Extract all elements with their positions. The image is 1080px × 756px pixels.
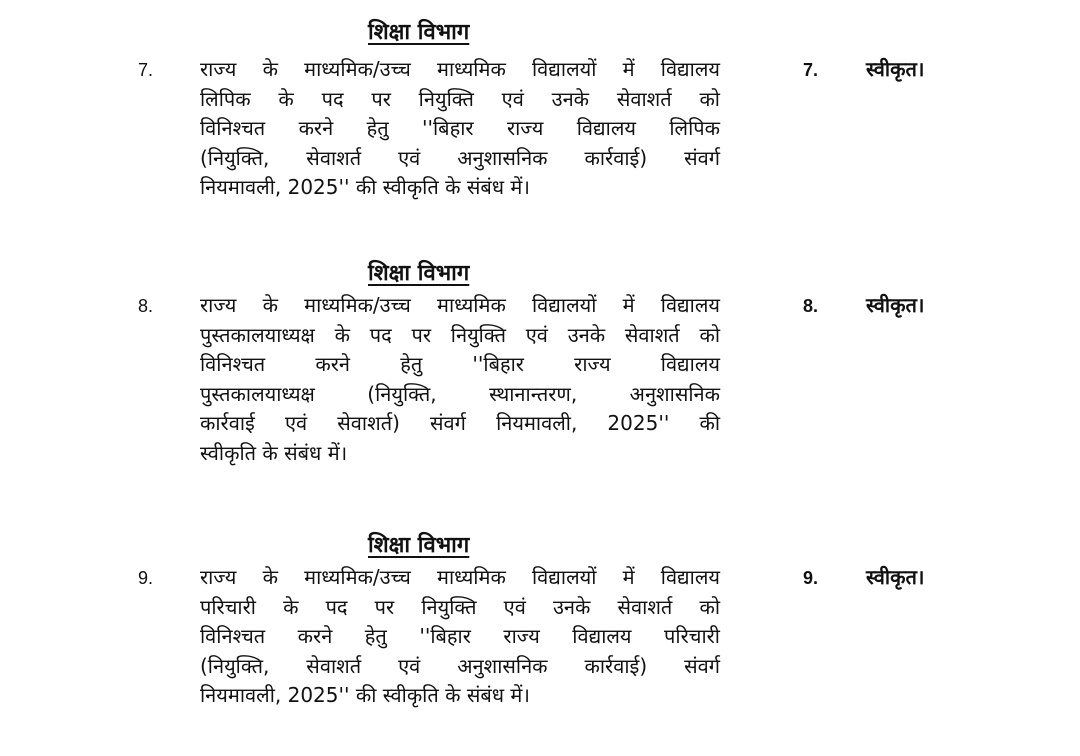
description-line: विनिश्चत करने हेतु ''बिहार राज्य विद्यालय [200, 352, 720, 376]
description-line: राज्य के माध्यमिक/उच्च माध्यमिक विद्यालयों में विद्यालय [200, 57, 720, 81]
department-heading: शिक्षा विभाग [368, 533, 470, 558]
description-line: राज्य के माध्यमिक/उच्च माध्यमिक विद्यालयों में विद्यालय [200, 565, 720, 589]
description-line: राज्य के माध्यमिक/उच्च माध्यमिक विद्यालयों में विद्यालय [200, 293, 720, 317]
description-line: कार्रवाई एवं सेवाशर्त) संवर्ग नियमावली, 2025'' की [200, 411, 720, 435]
item-description [200, 55, 720, 203]
description-line: नियमावली, 2025'' की स्वीकृति के संबंध में। [200, 175, 530, 199]
description-line: नियमावली, 2025'' की स्वीकृति के संबंध में। [200, 683, 530, 707]
description-line: (नियुक्ति, सेवाशर्त एवं अनुशासनिक कार्रवाई) संवर्ग [200, 145, 720, 170]
item-description [200, 291, 720, 468]
decision-number: 9. [803, 568, 819, 588]
item-number: 8. [138, 296, 154, 316]
item-description [200, 563, 720, 711]
decision-status: स्वीकृत। [866, 57, 925, 81]
description-line: लिपिक के पद पर नियुक्ति एवं उनके सेवाशर्त को [200, 86, 720, 111]
description-line: पुस्तकालयाध्यक्ष (नियुक्ति, स्थानान्तरण, अनुशासनिक [200, 381, 720, 406]
description-line: पुस्तकालयाध्यक्ष के पद पर नियुक्ति एवं उनके सेवाशर्त को [200, 322, 720, 347]
description-line: (नियुक्ति, सेवाशर्त एवं अनुशासनिक कार्रवाई) संवर्ग [200, 653, 720, 678]
department-heading: शिक्षा विभाग [368, 261, 470, 286]
description-line: विनिश्चत करने हेतु ''बिहार राज्य विद्यालय लिपिक [200, 116, 720, 140]
decision-number: 8. [803, 296, 819, 316]
item-number: 9. [138, 568, 154, 588]
decision-status: स्वीकृत। [866, 293, 925, 317]
decision-status: स्वीकृत। [866, 565, 925, 589]
description-line: परिचारी के पद पर नियुक्ति एवं उनके सेवाशर्त को [200, 594, 720, 619]
item-number: 7. [138, 60, 154, 80]
description-line: विनिश्चत करने हेतु ''बिहार राज्य विद्यालय परिचारी [200, 624, 720, 648]
decision-number: 7. [803, 60, 819, 80]
description-line: स्वीकृति के संबंध में। [200, 440, 348, 465]
department-heading: शिक्षा विभाग [368, 20, 470, 45]
